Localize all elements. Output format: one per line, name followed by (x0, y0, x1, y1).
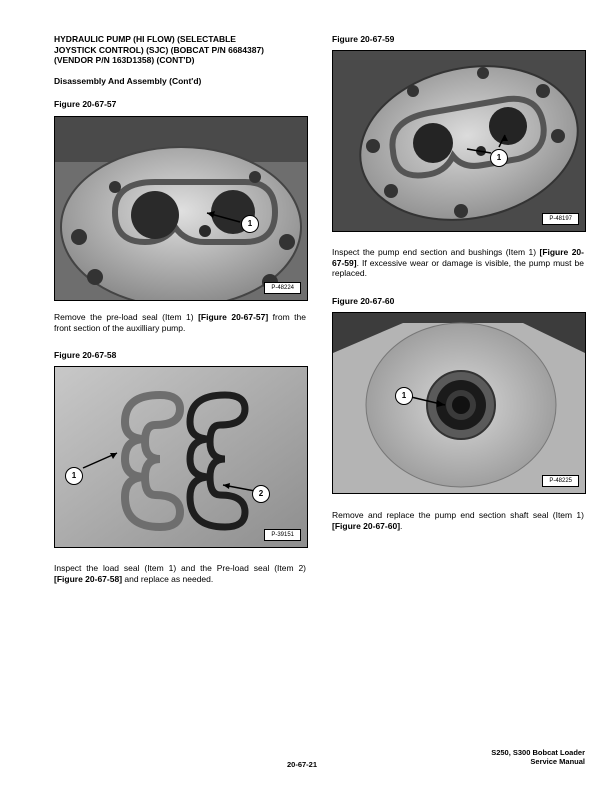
paragraph-text: from the front section of the auxilliary pump. (54, 312, 306, 333)
paragraph-text: Inspect the load seal (Item 1) and the Pre-load seal (Item 2) (54, 563, 306, 573)
figure-59-label: Figure 20-67-59 (332, 34, 395, 44)
paragraph-57 (54, 312, 306, 333)
page-number: 20-67-21 (287, 760, 318, 769)
paragraph-59 (332, 247, 584, 279)
manual-title-line-1: S250, S300 Bobcat Loader (491, 748, 585, 757)
title-line-3: (VENDOR P/N 163D1358) (CONT'D) (54, 55, 195, 66)
photo-code: P-48225 (542, 475, 579, 487)
figure-57-photo (54, 116, 308, 301)
figure-58-label: Figure 20-67-58 (54, 350, 117, 360)
photo-code: P-39151 (264, 529, 301, 541)
figure-58-photo (54, 366, 308, 548)
figure-reference: [Figure 20-67-58] (54, 573, 123, 584)
manual-title-line-2: Service Manual (530, 757, 585, 766)
callout-1: 1 (490, 149, 508, 167)
paragraph-60 (332, 510, 584, 531)
paragraph-58 (54, 563, 306, 584)
callout-1: 1 (395, 387, 413, 405)
paragraph-text: Remove the pre-load seal (Item 1) (54, 312, 199, 322)
figure-reference: [Figure 20-67-57] (198, 312, 269, 322)
section-subheading: Disassembly And Assembly (Cont'd) (54, 76, 202, 86)
title-line-1: HYDRAULIC PUMP (HI FLOW) (SELECTABLE (54, 34, 236, 44)
figure-reference: [Figure 20-67-60] (332, 520, 401, 531)
callout-2: 2 (252, 485, 270, 503)
callout-1: 1 (65, 467, 83, 485)
figure-59-photo (332, 50, 586, 232)
paragraph-text: . If excessive wear or damage is visible, the pump must be replaced. (332, 257, 584, 278)
callout-1: 1 (241, 215, 259, 233)
manual-title (491, 748, 585, 766)
paragraph-text: and replace as needed. (122, 573, 214, 584)
paragraph-text: Inspect the pump end section and bushings (Item 1) (332, 247, 540, 257)
figure-57-label: Figure 20-67-57 (54, 99, 117, 109)
figure-60-photo (332, 312, 586, 494)
figure-reference: [Figure 20-67-59] (332, 247, 584, 268)
photo-code: P-48197 (542, 213, 579, 225)
title-line-2: JOYSTICK CONTROL) (SJC) (BOBCAT P/N 6684387) (54, 44, 265, 55)
photo-code: P-48224 (264, 282, 301, 294)
paragraph-text: Remove and replace the pump end section shaft seal (Item 1) (332, 510, 584, 520)
figure-60-label: Figure 20-67-60 (332, 296, 395, 306)
paragraph-text: . (400, 520, 403, 531)
page-title (54, 34, 304, 66)
